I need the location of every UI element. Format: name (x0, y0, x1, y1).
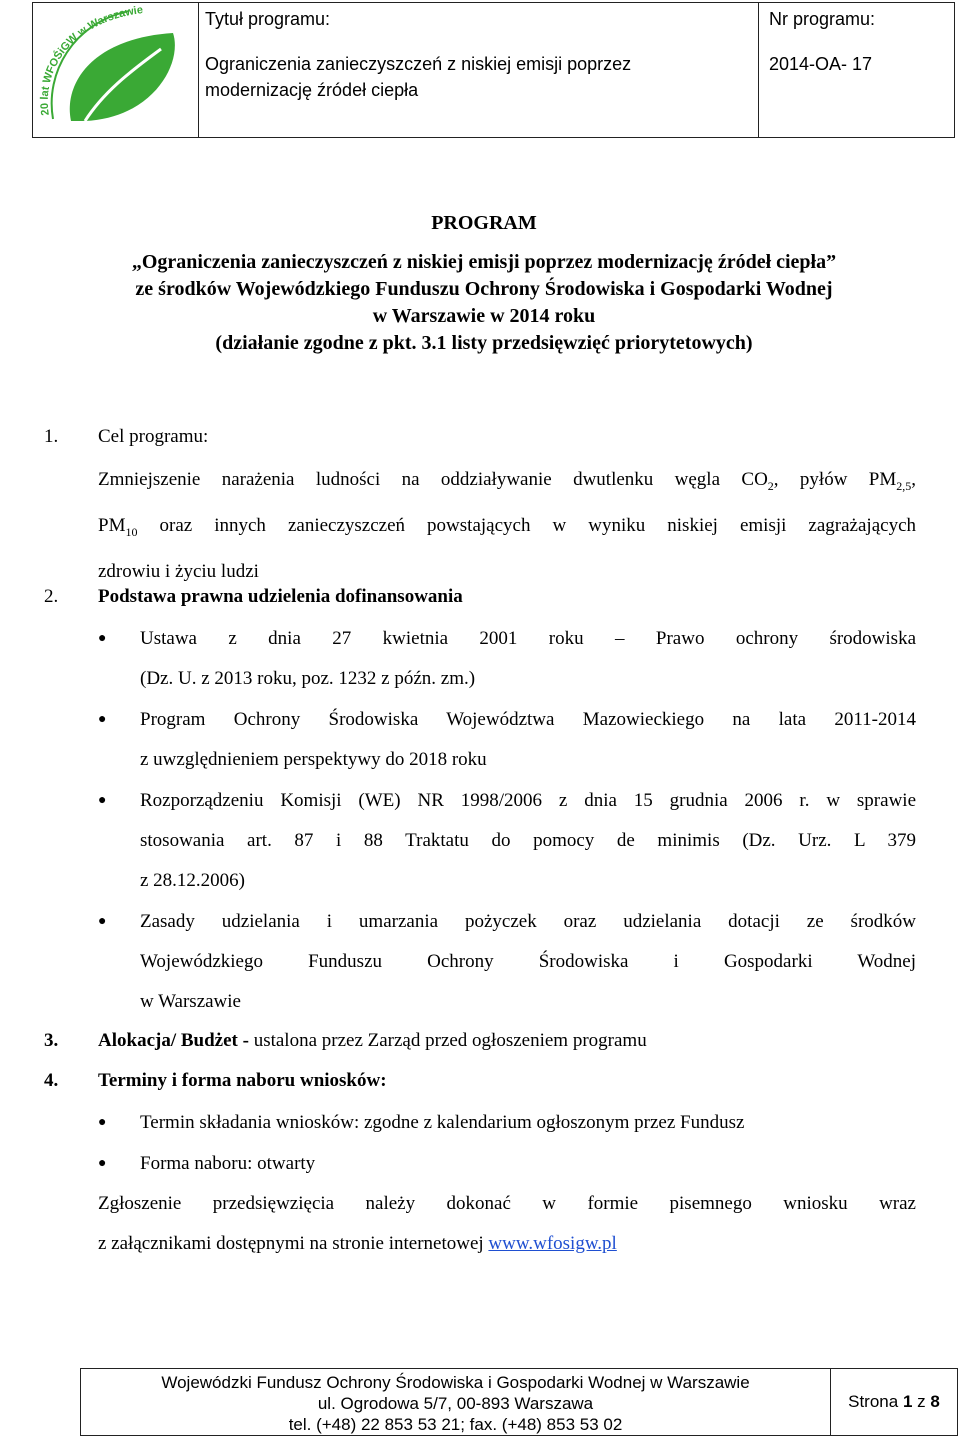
footer-line1: Wojewódzki Fundusz Ochrony Środowiska i Gospodarki Wodnej w Warszawie (161, 1373, 750, 1392)
legal-bullet-1-line2: (Dz. U. z 2013 roku, poz. 1232 z późn. zm.) (140, 668, 476, 689)
section-3-text: ustalona przez Zarząd przed ogłoszeniem programu (248, 1030, 647, 1051)
bullet-icon: ● (98, 914, 107, 929)
terms-bullet-1 (98, 1103, 916, 1143)
legal-bullet-3-line1: Rozporządzeniu Komisji (WE) NR 1998/2006 z dnia 15 grudnia 2006 r. w sprawie (140, 790, 916, 811)
program-number-cell (759, 3, 954, 137)
bullet-icon: ● (98, 712, 107, 727)
section-1-number: 1. (44, 426, 59, 447)
footer-line3: tel. (+48) 22 853 53 21; fax. (+48) 853 53 02 (288, 1415, 623, 1434)
legal-bullet-1 (98, 619, 916, 699)
document-heading (44, 210, 924, 357)
page-word: Strona (848, 1392, 899, 1411)
section-1-line2: $PM_{10}$ oraz innych zanieczyszczeń powstających w wyniku niskiej emisji zagrażających (98, 514, 916, 539)
document-footer (80, 1368, 958, 1436)
legal-bullet-3-line3: z 28.12.2006) (140, 870, 246, 891)
program-title-cell (199, 3, 759, 137)
logo-text: 20 lat WFOŚiGW w Warszawie (38, 4, 144, 117)
legal-bullet-3-line2: stosowania art. 87 i 88 Traktatu do pomocy de minimis (Dz. Urz. L 379 (140, 830, 916, 851)
legal-bullet-2-line2: z uwzględnieniem perspektywy do 2018 roku (140, 749, 487, 770)
section-1-body (98, 460, 916, 592)
footer-line2: ul. Ogrodowa 5/7, 00-893 Warszawa (317, 1394, 594, 1413)
terms-bullet-2 (98, 1144, 916, 1184)
section-1-title: Cel programu: (98, 426, 209, 447)
bullet-icon: ● (98, 1115, 107, 1130)
legal-bullet-4-line2: Wojewódzkiego Funduszu Ochrony Środowiska i Gospodarki Wodnej (140, 951, 916, 972)
legal-bullet-2 (98, 700, 916, 780)
section-2-title: Podstawa prawna udzielenia dofinansowania (98, 586, 463, 607)
leaf-icon (70, 33, 175, 121)
title-value-line2: modernizację źródeł ciepła (205, 80, 419, 100)
heading-line2: ze środków Wojewódzkiego Funduszu Ochrony Środowiska i Gospodarki Wodnej (135, 278, 833, 300)
section-2-number: 2. (44, 586, 59, 607)
section-4-title: Terminy i forma naboru wniosków: (98, 1070, 387, 1091)
section-1-line3: zdrowiu i życiu ludzi (98, 560, 259, 582)
section-4-note-line2: z załącznikami dostępnymi na stronie internetowej www.wfosigw.pl (98, 1233, 617, 1254)
legal-bullet-2-line1: Program Ochrony Środowiska Województwa Mazowieckiego na lata 2011-2014 (140, 709, 916, 730)
wfosigw-logo (33, 3, 197, 137)
title-label: Tytuł programu: (205, 9, 331, 29)
section-4-number: 4. (44, 1070, 59, 1091)
logo-cell (33, 3, 199, 137)
bullet-icon: ● (98, 631, 107, 646)
website-link[interactable]: www.wfosigw.pl (488, 1233, 617, 1254)
page-indicator (831, 1369, 957, 1435)
section-4-note (98, 1184, 916, 1264)
title-value-line1: Ograniczenia zanieczyszczeń z niskiej emisji poprzez (205, 54, 632, 74)
page-of: z (917, 1392, 926, 1411)
nr-value: 2014-OA- 17 (769, 54, 873, 74)
section-3-number: 3. (44, 1030, 59, 1051)
heading-line1: „Ograniczenia zanieczyszczeń z niskiej emisji poprzez modernizację źródeł ciepła” (131, 251, 837, 273)
heading-line4: (działanie zgodne z pkt. 3.1 listy przedsięwzięć priorytetowych) (215, 332, 753, 354)
footer-address (81, 1369, 831, 1435)
legal-bullet-1-line1: Ustawa z dnia 27 kwietnia 2001 roku – Prawo ochrony środowiska (140, 628, 916, 649)
document-header (32, 2, 955, 138)
page-total: 8 (930, 1392, 940, 1411)
bullet-icon: ● (98, 793, 107, 808)
page-number: 1 (902, 1392, 913, 1411)
legal-bullet-4 (98, 902, 916, 1022)
bullet-icon: ● (98, 1156, 107, 1171)
section-1-line1: Zmniejszenie narażenia ludności na oddziaływanie dwutlenku węgla $CO_2$, pyłów $PM_{2,5}$, (98, 469, 916, 493)
terms-bullet-2-text: Forma naboru: otwarty (140, 1153, 316, 1174)
heading-line3: w Warszawie w 2014 roku (372, 305, 596, 327)
nr-label: Nr programu: (769, 9, 876, 29)
terms-bullet-1-text: Termin składania wniosków: zgodne z kalendarium ogłoszonym przez Fundusz (140, 1112, 745, 1133)
section-3-title: Alokacja/ Budżet - (98, 1030, 249, 1051)
section-4-note-line1: Zgłoszenie przedsięwzięcia należy dokonać w formie pisemnego wniosku wraz (98, 1193, 916, 1214)
legal-bullet-4-line1: Zasady udzielania i umarzania pożyczek oraz udzielania dotacji ze środków (140, 911, 916, 932)
legal-bullet-3 (98, 781, 916, 901)
legal-bullet-4-line3: w Warszawie (140, 991, 241, 1012)
heading-program: PROGRAM (431, 212, 537, 234)
